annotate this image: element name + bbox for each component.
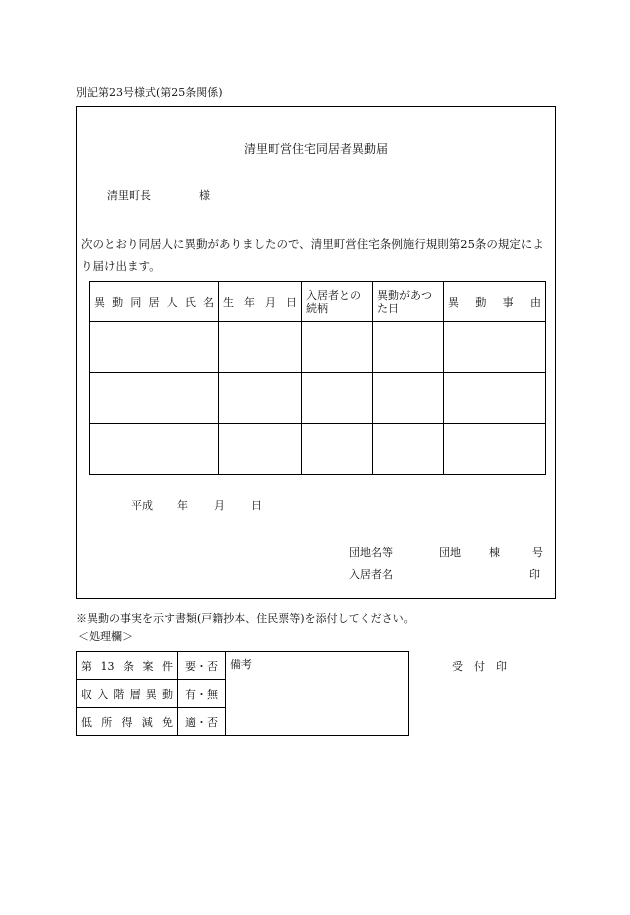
seal-mark: 印: [529, 568, 540, 581]
receipt-stamp-label: 受 付 印: [452, 660, 507, 673]
notification-form-box: [76, 106, 556, 599]
change-reason-cell[interactable]: [444, 424, 546, 475]
unit-number-label: 号: [532, 546, 543, 559]
honorific: 様: [199, 189, 210, 202]
estate-name-label: 団地名等: [349, 546, 393, 559]
form-number-label: 別記第23号様式(第25条関係): [76, 86, 223, 99]
header-relationship: 入居者との続柄: [302, 282, 373, 322]
change-date-cell[interactable]: [373, 424, 444, 475]
attachment-note: ※異動の事実を示す書類(戸籍抄本、住民票等)を添付してください。: [76, 612, 415, 625]
header-member-name: 異動同居人氏名: [90, 282, 219, 322]
resident-name-label: 入居者名: [349, 568, 393, 581]
change-reason-cell[interactable]: [444, 322, 546, 373]
processing-section-label: ＜処理欄＞: [78, 630, 133, 643]
header-birth-date: 生年月日: [219, 282, 302, 322]
table-row: [90, 373, 546, 424]
processing-item-name: 低所得減免: [77, 708, 178, 736]
processing-table: [76, 651, 409, 736]
relationship-cell[interactable]: [302, 322, 373, 373]
table-row: [77, 652, 409, 680]
table-row: [90, 322, 546, 373]
form-title: 清里町営住宅同居者異動届: [243, 142, 388, 156]
member-name-cell[interactable]: [90, 373, 219, 424]
processing-item-name: 収入階層異動: [77, 680, 178, 708]
change-date-cell[interactable]: [373, 373, 444, 424]
month-label: 月: [214, 499, 225, 512]
estate-label: 団地: [439, 546, 461, 559]
addressee-name: 清里町長: [107, 189, 151, 202]
header-change-reason: 異動事由: [444, 282, 546, 322]
change-reason-cell[interactable]: [444, 373, 546, 424]
birth-date-cell[interactable]: [219, 322, 302, 373]
era-label: 平成: [131, 499, 153, 512]
submission-date-line: [131, 497, 262, 513]
processing-item-name: 第13条案件: [77, 652, 178, 680]
change-table-header-row: [90, 282, 546, 322]
member-name-cell[interactable]: [90, 424, 219, 475]
member-name-cell[interactable]: [90, 322, 219, 373]
processing-item-value[interactable]: 要・否: [178, 652, 226, 680]
year-label: 年: [177, 499, 188, 512]
resident-name-line: [349, 566, 540, 582]
addressee-line: [107, 187, 210, 203]
building-label: 棟: [489, 546, 500, 559]
intro-text: 次のとおり同居人に異動がありましたので、清里町営住宅条例施行規則第25条の規定により届け出ます。: [81, 237, 544, 273]
processing-item-value[interactable]: 有・無: [178, 680, 226, 708]
processing-item-value[interactable]: 適・否: [178, 708, 226, 736]
housing-estate-line: [349, 544, 543, 560]
relationship-cell[interactable]: [302, 424, 373, 475]
table-row: [90, 424, 546, 475]
header-change-date: 異動があつた日: [373, 282, 444, 322]
change-date-cell[interactable]: [373, 322, 444, 373]
birth-date-cell[interactable]: [219, 424, 302, 475]
relationship-cell[interactable]: [302, 373, 373, 424]
day-label: 日: [251, 499, 262, 512]
remarks-cell[interactable]: 備考: [226, 652, 409, 736]
birth-date-cell[interactable]: [219, 373, 302, 424]
change-table: [89, 281, 546, 475]
